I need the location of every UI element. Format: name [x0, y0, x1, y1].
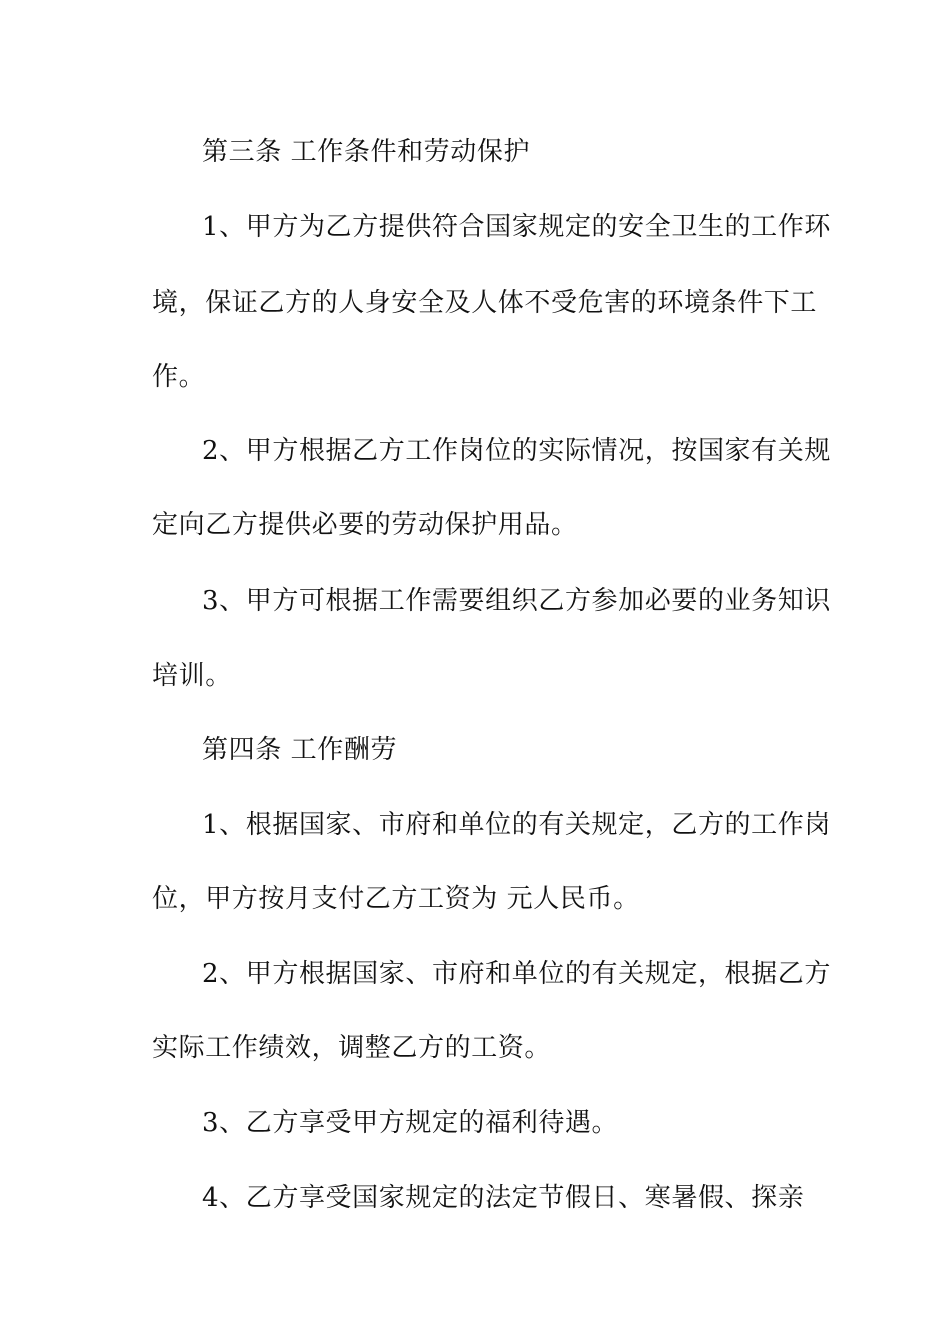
paragraph-line: 位，甲方按月支付乙方工资为 元人民币。	[152, 884, 640, 914]
paragraph-line: 4、乙方享受国家规定的法定节假日、寒暑假、探亲	[202, 1183, 805, 1213]
paragraph-line: 定向乙方提供必要的劳动保护用品。	[152, 510, 578, 540]
paragraph-line: 培训。	[152, 661, 232, 691]
section-heading-article-4: 第四条 工作酬劳	[202, 735, 398, 765]
paragraph-line: 实际工作绩效，调整乙方的工资。	[152, 1033, 552, 1063]
paragraph-line: 3、甲方可根据工作需要组织乙方参加必要的业务知识	[202, 586, 831, 616]
paragraph-line: 1、根据国家、市府和单位的有关规定，乙方的工作岗	[202, 810, 831, 840]
paragraph-line: 2、甲方根据乙方工作岗位的实际情况，按国家有关规	[202, 436, 831, 466]
paragraph-line: 3、乙方享受甲方规定的福利待遇。	[202, 1108, 619, 1138]
paragraph-line: 1、甲方为乙方提供符合国家规定的安全卫生的工作环	[202, 212, 831, 242]
section-heading-article-3: 第三条 工作条件和劳动保护	[202, 137, 531, 167]
paragraph-line: 境，保证乙方的人身安全及人体不受危害的环境条件下工	[152, 288, 818, 318]
paragraph-line: 作。	[152, 362, 206, 392]
paragraph-line: 2、甲方根据国家、市府和单位的有关规定，根据乙方	[202, 959, 831, 989]
